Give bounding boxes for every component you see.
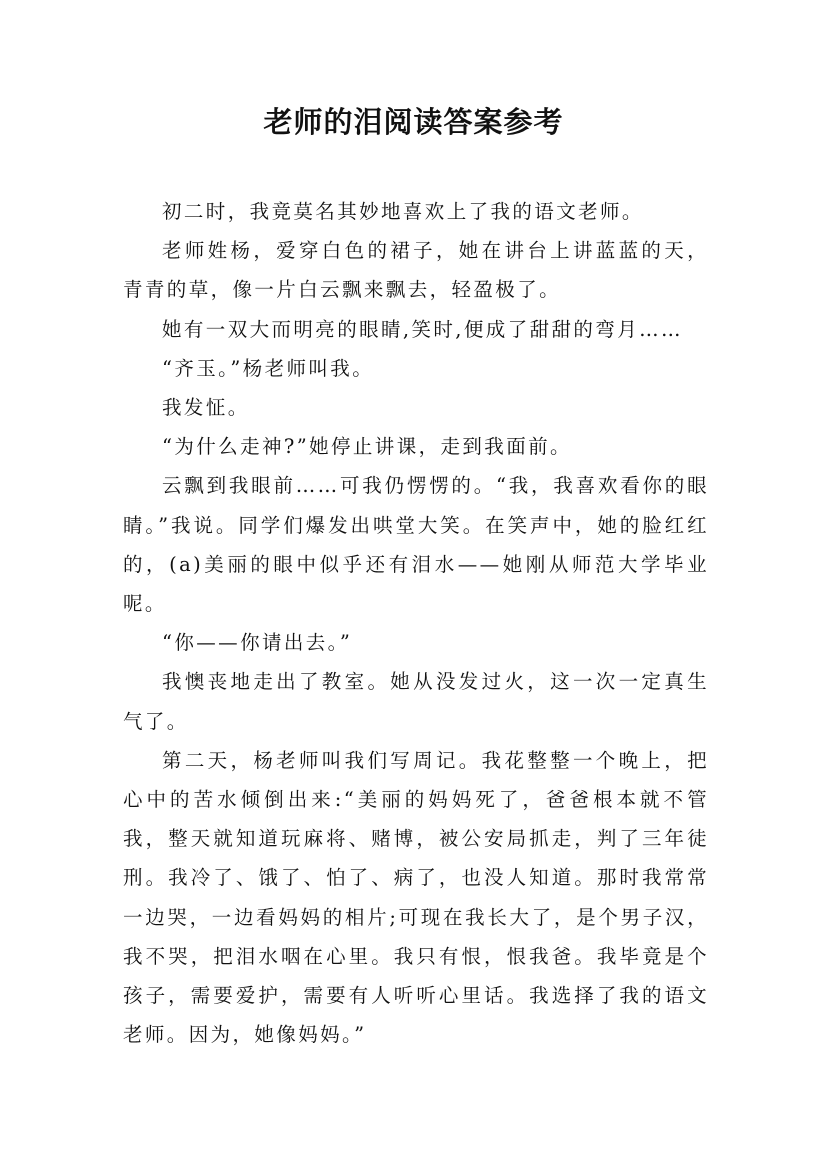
paragraph: “你——你请出去。” — [162, 631, 353, 655]
paragraph: 初二时，我竟莫名其妙地喜欢上了我的语文老师。 — [162, 200, 644, 223]
document-title: 老师的泪阅读答案参考 — [263, 105, 564, 139]
paragraph: 老师姓杨，爱穿白色的裙子，她在讲台上讲蓝蓝的天，青青的草，像一片白云飘来飘去，轻盈极了。 — [123, 239, 709, 302]
paragraph: 第二天，杨老师叫我们写周记。我花整整一个晚上，把心中的苦水倾倒出来:“美丽的妈妈死了，爸爸根本就不管我，整天就知道玩麻将、赌博，被公安局抓走，判了三年徒刑。我冷了、饿了、怕了、病了，也没人知道。那时我常常一边哭，一边看妈妈的相片;可现在我长大了，是个男子汉，我不哭，把泪水咽在心里。我只有恨，恨我爸。我毕竟是个孩子，需要爱护，需要有人听听心里话。我选择了我的语文老师。因为，她像妈妈。” — [123, 748, 709, 1047]
paragraph: 我发怔。 — [162, 396, 250, 420]
document-body — [123, 192, 709, 1054]
paragraph: “齐玉。”杨老师叫我。 — [162, 356, 375, 380]
paragraph: “为什么走神?”她停止讲课，走到我面前。 — [162, 435, 572, 459]
paragraph: 我懊丧地走出了教室。她从没发过火，这一次一定真生气了。 — [123, 670, 709, 733]
paragraph: 她有一双大而明亮的眼睛,笑时,便成了甜甜的弯月…… — [162, 317, 683, 341]
paragraph: 云飘到我眼前……可我仍愣愣的。“我，我喜欢看你的眼睛。”我说。同学们爆发出哄堂大笑。在笑声中，她的脸红红的，(a)美丽的眼中似乎还有泪水——她刚从师范大学毕业呢。 — [123, 474, 709, 616]
